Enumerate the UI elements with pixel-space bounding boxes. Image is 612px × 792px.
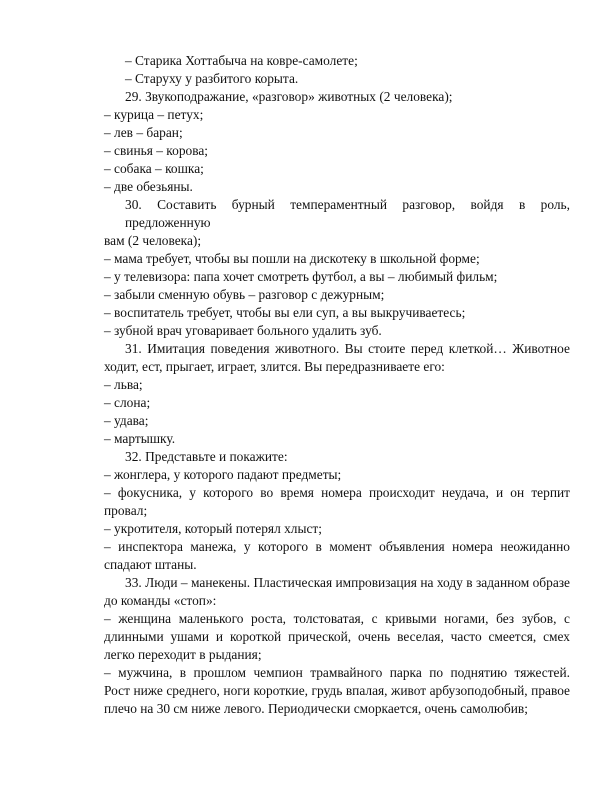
list-item: – у телевизора: папа хочет смотреть футбол, а вы – любимый фильм;: [104, 269, 498, 284]
text-line: длинными ушами и короткой прической, очень веселая, часто смеется, смех: [104, 629, 570, 644]
text-line: – Старуху у разбитого корыта.: [125, 71, 299, 86]
list-item: – забыли сменную обувь – разговор с дежурным;: [104, 287, 385, 302]
text-line: Рост ниже среднего, ноги короткие, грудь впалая, живот арбузоподобный, правое: [104, 683, 570, 698]
text-line: – Старика Хоттабыча на ковре-самолете;: [125, 53, 358, 68]
list-item: – воспитатель требует, чтобы вы ели суп, а вы выкручиваетесь;: [104, 305, 466, 320]
exercise-heading-33: 33. Люди – манекены. Пластическая импровизация на ходу в заданном образе: [125, 575, 570, 590]
list-item: – жонглера, у которого падают предметы;: [104, 467, 342, 482]
exercise-heading-29: 29. Звукоподражание, «разговор» животных (2 человека);: [125, 89, 453, 104]
list-item: – удава;: [104, 413, 149, 428]
list-item: – мама требует, чтобы вы пошли на дискотеку в школьной форме;: [104, 251, 480, 266]
list-item: – мужчина, в прошлом чемпион трамвайного парка по поднятию тяжестей.: [104, 665, 570, 680]
list-item: – льва;: [104, 377, 143, 392]
list-item: – фокусника, у которого во время номера происходит неудача, и он терпит: [104, 485, 570, 500]
list-item: – мартышку.: [104, 431, 176, 446]
exercise-heading-31: 31. Имитация поведения животного. Вы стоите перед клеткой… Животное: [125, 341, 570, 356]
list-item: – две обезьяны.: [104, 179, 193, 194]
list-item: – курица – петух;: [104, 107, 204, 122]
list-item: – инспектора манежа, у которого в момент объявления номера неожиданно: [104, 539, 570, 554]
text-line: ходит, ест, прыгает, играет, злится. Вы передразниваете его:: [104, 359, 445, 374]
text-line: плечо на 30 см ниже левого. Периодически сморкается, очень самолюбив;: [104, 701, 528, 716]
exercise-heading-30: 30. Составить бурный темпераментный разговор, войдя в роль, предложенную: [125, 197, 570, 230]
list-item: – женщина маленького роста, толстоватая, с кривыми ногами, без зубов, с: [104, 611, 570, 626]
document-body: [104, 52, 570, 718]
list-item: – свинья – корова;: [104, 143, 209, 158]
text-line: вам (2 человека);: [104, 233, 202, 248]
list-item: – укротителя, который потерял хлыст;: [104, 521, 322, 536]
list-item: – слона;: [104, 395, 151, 410]
exercise-heading-32: 32. Представьте и покажите:: [125, 449, 288, 464]
list-item: – зубной врач уговаривает больного удалить зуб.: [104, 323, 382, 338]
text-line: спадают штаны.: [104, 557, 197, 572]
list-item: – лев – баран;: [104, 125, 183, 140]
text-line: провал;: [104, 503, 148, 518]
list-item: – собака – кошка;: [104, 161, 204, 176]
text-line: легко переходит в рыдания;: [104, 647, 262, 662]
text-line: до команды «стоп»:: [104, 593, 217, 608]
